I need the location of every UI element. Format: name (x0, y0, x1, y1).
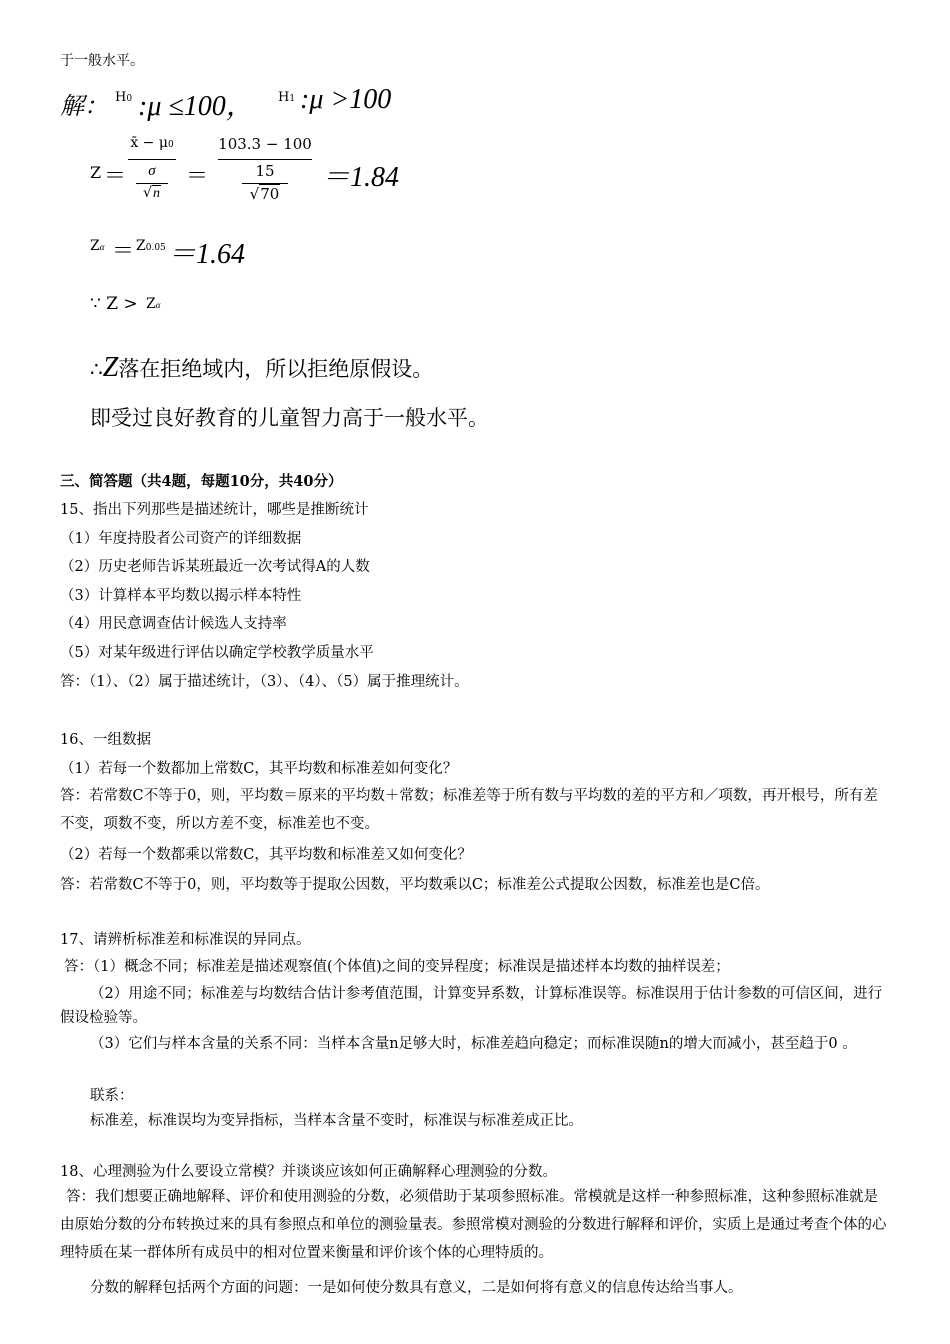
fraction-1-numerator: x̄ − μ0 (130, 135, 174, 151)
q17-answer-2: （2）用途不同；标准差与均数结合估计参考值范围，计算变异系数，计算标准误等。标准误用于估计参数的可信区间，进行假设检验等。 (60, 986, 883, 1026)
q16-answer-1: 答：若常数C不等于0，则，平均数＝原来的平均数＋常数；标准差等于所有数与平均数的差的平方和／项数，再开根号，所有差不变，项数不变，所以方差不变，标准差也不变。 (60, 788, 878, 832)
q16-part-1: （1）若每一个数都加上常数C，其平均数和标准差如何变化？ (60, 761, 458, 777)
fraction-1-sigma: σ (148, 163, 156, 179)
q16-answer-2: 答：若常数C不等于0，则，平均数等于提取公因数，平均数乘以C；标准差公式提取公因数，标准差也是C倍。 (60, 877, 770, 893)
h1-relation: :μ >100 (300, 84, 392, 115)
q15-title: 15、指出下列那些是描述统计，哪些是推断统计 (60, 502, 369, 518)
fraction-1-bar (128, 159, 176, 160)
q15-item-3: （3）计算样本平均数以揭示样本特性 (60, 588, 302, 604)
q18-answer-1: 答：我们想要正确地解释、评价和使用测验的分数，必须借助于某项参照标准。常模就是这样一种参照标准，这种参照标准就是由原始分数的分布转换过来的具有参照点和单位的测验量表。参照常模对测验的分数进行解释和评价，实质上是通过考查个体的心理特质在某一群体所有成员中的相对位置来衡量和评价该个体的心理特质的。 (60, 1189, 887, 1261)
equals-sign-2: ＝ (186, 164, 209, 189)
z-result: ＝1.84 (322, 162, 400, 193)
equals-sign: ＝ (104, 164, 127, 189)
h0-relation: :μ ≤100， (138, 91, 254, 122)
q17-answer-3: （3）它们与样本含量的关系不同：当样本含量n足够大时，标准差趋向稳定；而标准误随n的增大而减小，甚至趋于0 。 (90, 1036, 857, 1052)
fraction-2-bar (218, 159, 312, 160)
q16-title: 16、一组数据 (60, 732, 151, 748)
z-alpha-value: ＝1.64 (168, 239, 246, 270)
because-text: ∵ Z > (90, 294, 138, 314)
q16-part-2: （2）若每一个数都乘以常数C，其平均数和标准差又如何变化？ (60, 847, 472, 863)
q17-title: 17、请辨析标准差和标准误的异同点。 (60, 932, 311, 948)
q15-item-1: （1）年度持股者公司资产的详细数据 (60, 531, 302, 547)
z-alpha-symbol: Zα (90, 238, 105, 254)
h1-symbol: H1 (278, 90, 296, 105)
fraction-1-sqrt-n: √n (143, 185, 160, 201)
z-alpha-equals: ＝ (112, 239, 135, 264)
therefore-z: Z (102, 352, 119, 383)
solution-label: 解： (60, 94, 108, 120)
q17-link-text: 标准差，标准误均为变异指标，当样本含量不变时，标准误与标准差成正比。 (90, 1113, 583, 1129)
section-3-title: 三、简答题（共4题，每题10分，共40分） (60, 473, 343, 490)
top-line: 于一般水平。 (60, 53, 144, 69)
fraction-1-inner-bar (136, 183, 168, 184)
q18-title: 18、心理测验为什么要设立常模？并谈谈应该如何正确解释心理测验的分数。 (60, 1164, 557, 1180)
q18-answer-2: 分数的解释包括两个方面的问题：一是如何使分数具有意义，二是如何将有意义的信息传达给当事人。 (90, 1280, 743, 1296)
z-label: Z (90, 163, 102, 182)
conclusion: 即受过良好教育的儿童智力高于一般水平。 (90, 406, 489, 430)
q15-item-5: （5）对某年级进行评估以确定学校教学质量水平 (60, 645, 374, 661)
q15-answer: 答：（1）、（2）属于描述统计，（3）、（4）、（5）属于推理统计。 (60, 674, 469, 690)
q17-answer-1: 答：（1）概念不同；标准差是描述观察值(个体值)之间的变异程度；标准误是描述样本均数的抽样误差； (64, 959, 730, 975)
because-z-alpha: Zα (146, 296, 161, 312)
therefore-text: 落在拒绝域内，所以拒绝原假设。 (118, 357, 434, 381)
therefore-line (90, 352, 433, 384)
fraction-2-sqrt-70: √70 (249, 185, 280, 203)
fraction-2-den-15: 15 (255, 162, 275, 180)
h0-symbol: H0 (115, 90, 133, 105)
q15-item-4: （4）用民意调查估计候选人支持率 (60, 616, 287, 632)
therefore-symbol: ∴ (90, 357, 103, 381)
z-formula (90, 135, 420, 215)
z-alpha-line (90, 232, 350, 270)
because-line (90, 290, 290, 320)
fraction-2-numerator: 103.3 − 100 (218, 135, 312, 153)
q17-link-label: 联系： (90, 1088, 134, 1104)
q15-item-2: （2）历史老师告诉某班最近一次考试得A的人数 (60, 559, 370, 575)
z-005-symbol: Z0.05 (136, 238, 166, 254)
